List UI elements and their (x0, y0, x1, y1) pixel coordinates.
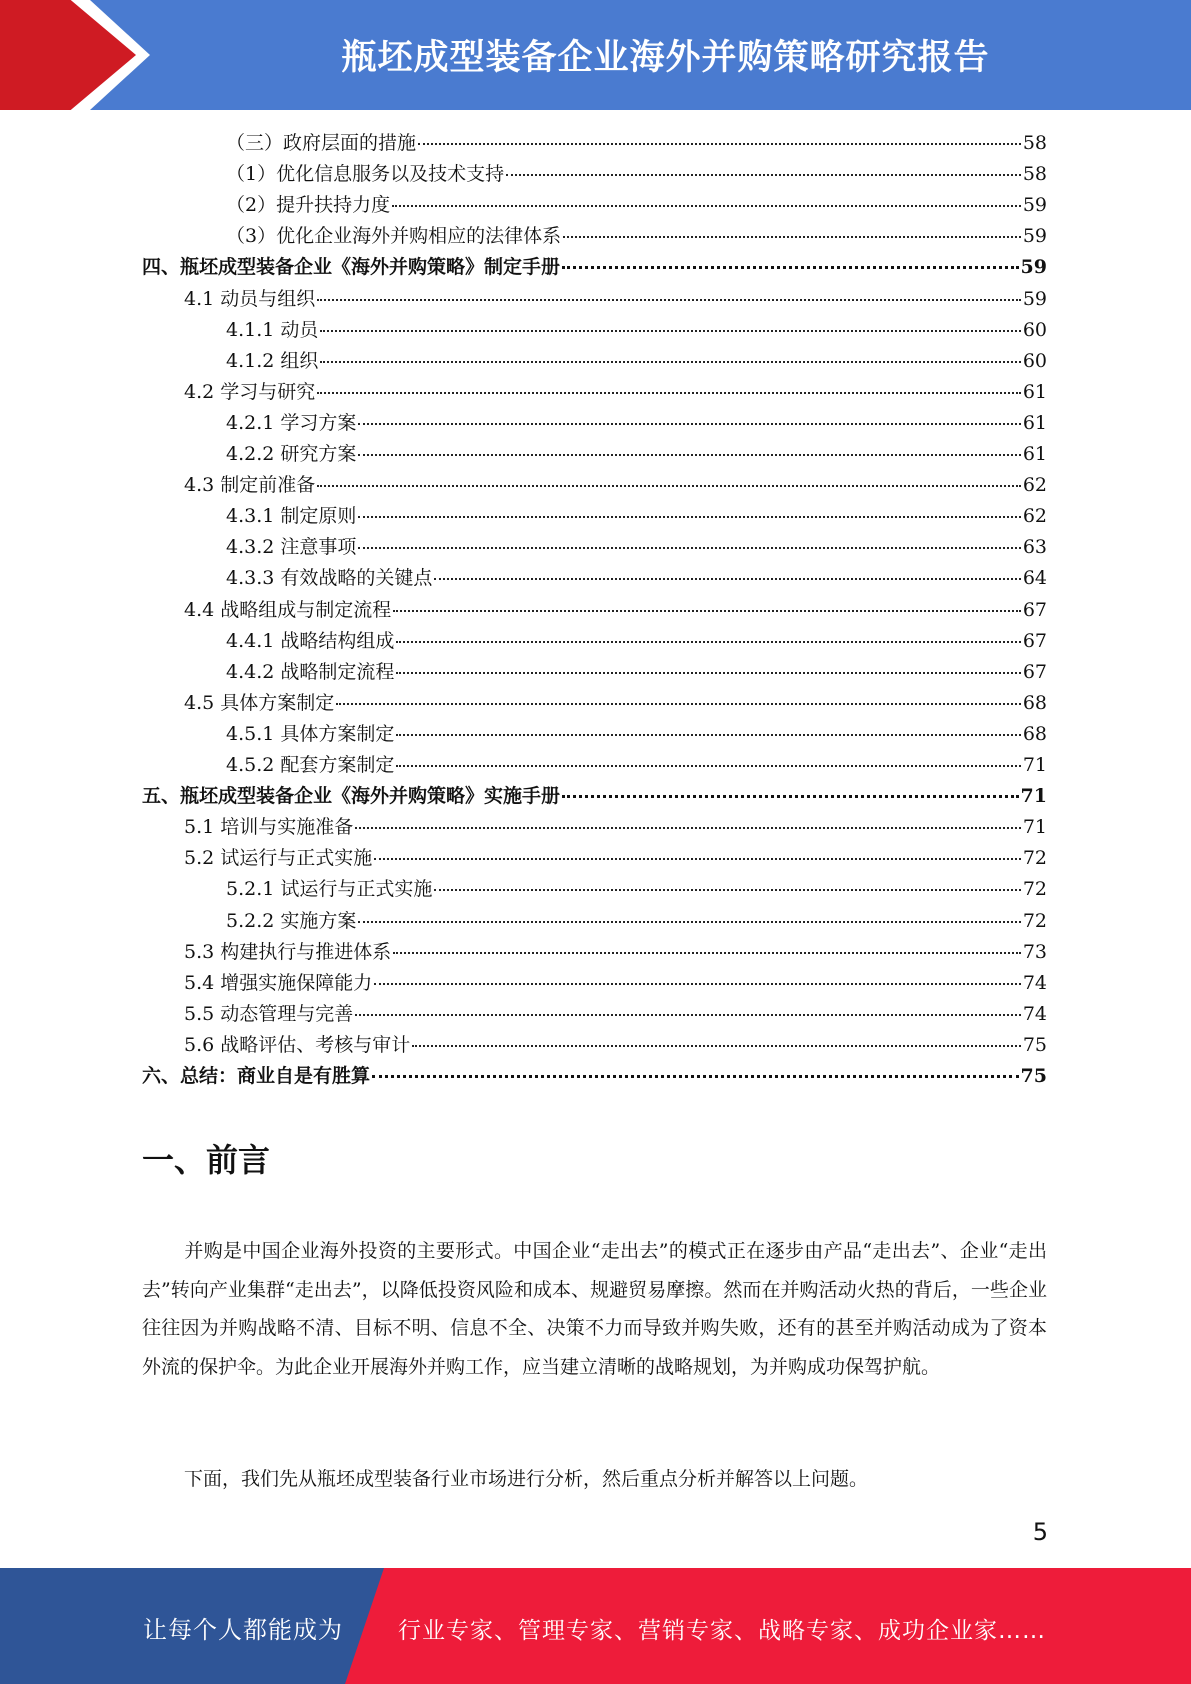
toc-entry-page: 67 (1022, 660, 1047, 683)
toc-entry-label: 5.3 构建执行与推进体系 (184, 940, 392, 963)
toc-entry[interactable] (226, 874, 1047, 904)
toc-entry-label: 4.5 具体方案制定 (184, 691, 335, 714)
toc-entry-page: 58 (1022, 163, 1047, 186)
toc-dot-leader (434, 888, 1020, 891)
toc-entry-label: 5.2 试运行与正式实施 (184, 847, 373, 870)
toc-entry[interactable] (226, 159, 1047, 189)
toc-entry-page: 58 (1022, 132, 1047, 154)
toc-dot-leader (336, 702, 1021, 705)
toc-entry[interactable] (226, 221, 1047, 251)
toc-entry[interactable] (184, 937, 1047, 967)
toc-entry-page: 71 (1022, 754, 1047, 776)
toc-entry-label: 四、瓶坯成型装备企业《海外并购策略》制定手册 (142, 256, 561, 279)
toc-dot-leader (317, 298, 1021, 301)
toc-entry-page: 74 (1022, 971, 1047, 994)
toc-entry[interactable] (226, 657, 1047, 687)
toc-entry[interactable] (226, 190, 1047, 220)
toc-dot-leader (396, 640, 1020, 643)
toc-entry-page: 68 (1022, 722, 1047, 745)
toc-entry-label: 4.3.2 注意事项 (226, 536, 357, 559)
toc-entry-label: 4.3 制定前准备 (184, 474, 316, 497)
toc-dot-leader (562, 794, 1019, 798)
toc-entry-page: 73 (1022, 940, 1047, 963)
toc-entry-label: 5.6 战略评估、考核与审计 (184, 1033, 411, 1056)
toc-entry[interactable] (184, 470, 1047, 500)
body-paragraph: 下面，我们先从瓶坯成型装备行业市场进行分析，然后重点分析并解答以上问题。 (184, 1468, 869, 1490)
toc-entry-label: 4.2.1 学习方案 (226, 411, 357, 434)
toc-entry-page: 68 (1022, 691, 1047, 714)
toc-dot-leader (562, 265, 1019, 269)
toc-dot-leader (320, 329, 1020, 332)
toc-entry-label: 4.5.1 具体方案制定 (226, 722, 395, 745)
toc-entry[interactable] (226, 750, 1047, 780)
toc-entry[interactable] (184, 377, 1047, 407)
toc-entry[interactable] (184, 999, 1047, 1029)
body-paragraph: 并购是中国企业海外投资的主要形式。中国企业“走出去”的模式正在逐步由产品“走出去”、企业“走出去”转向产业集群“走出去”，以降低投资风险和成本、规避贸易摩擦。然而在并购活动火热的背后，一些企业往往因为并购战略不清、目标不明、信息不全、决策不力而导致并购失败，还有的甚至并购活动成为了资本外流的保护伞。为此企业开展海外并购工作，应当建立清晰的战略规划，为并购成功保驾护航。 (142, 1240, 1047, 1378)
toc-dot-leader (563, 235, 1021, 238)
toc-entry-page: 59 (1022, 287, 1047, 310)
toc-entry[interactable] (184, 843, 1047, 873)
toc-dot-leader (412, 1044, 1021, 1047)
toc-entry[interactable] (226, 626, 1047, 656)
toc-dot-leader (358, 515, 1020, 518)
toc-entry-page: 59 (1022, 225, 1047, 248)
report-title: 瓶坯成型装备企业海外并购策略研究报告 (341, 38, 990, 78)
toc-dot-leader (434, 577, 1020, 580)
toc-entry-page: 72 (1022, 878, 1047, 901)
toc-entry-label: 5.2.1 试运行与正式实施 (226, 878, 433, 901)
footer-slogan-right: 行业专家、管理专家、营销专家、战略专家、成功企业家…… (398, 1618, 1046, 1644)
toc-entry[interactable] (226, 501, 1047, 531)
toc-entry-label: （1）优化信息服务以及技术支持 (226, 163, 505, 186)
toc-entry[interactable] (184, 284, 1047, 314)
toc-entry-page: 67 (1022, 629, 1047, 652)
toc-entry-page: 75 (1020, 1065, 1047, 1087)
toc-entry[interactable] (226, 315, 1047, 345)
toc-entry-page: 62 (1022, 505, 1047, 528)
toc-entry-label: 4.2.2 研究方案 (226, 443, 357, 465)
toc-entry-page: 59 (1020, 256, 1047, 279)
toc-entry[interactable] (226, 719, 1047, 749)
toc-entry-page: 72 (1022, 847, 1047, 870)
toc-entry-label: 4.3.3 有效战略的关键点 (226, 567, 433, 590)
toc-entry-page: 72 (1022, 909, 1047, 932)
toc-entry[interactable] (226, 563, 1047, 593)
section-heading: 一、前言 (142, 1141, 271, 1179)
toc-entry-label: 5.2.2 实施方案 (226, 909, 357, 932)
toc-entry[interactable] (226, 346, 1047, 376)
toc-entry-page: 74 (1022, 1002, 1047, 1025)
toc-entry[interactable] (142, 1061, 1047, 1091)
toc-entry-label: 4.4.1 战略结构组成 (226, 629, 395, 652)
toc-entry-label: 5.4 增强实施保障能力 (184, 971, 373, 994)
toc-dot-leader (355, 826, 1021, 829)
toc-dot-leader (317, 484, 1021, 487)
toc-entry[interactable] (184, 812, 1047, 842)
toc-dot-leader (506, 173, 1021, 176)
toc-entry-label: 4.1.2 组织 (226, 349, 319, 372)
toc-entry-page: 63 (1022, 536, 1047, 559)
toc-entry-label: （3）优化企业海外并购相应的法律体系 (226, 225, 562, 248)
toc-entry-page: 60 (1022, 349, 1047, 372)
page-footer (0, 1568, 1191, 1684)
toc-dot-leader (358, 546, 1020, 549)
toc-entry-label: （三）政府层面的措施 (226, 132, 417, 154)
toc-entry-label: 4.4 战略组成与制定流程 (184, 598, 392, 621)
toc-entry[interactable] (226, 439, 1047, 469)
toc-entry[interactable] (226, 906, 1047, 936)
toc-dot-leader (393, 609, 1021, 612)
toc-entry-label: 4.3.1 制定原则 (226, 505, 357, 528)
toc-entry[interactable] (142, 252, 1047, 282)
page-number: 5 (1032, 1518, 1048, 1546)
toc-dot-leader (396, 733, 1020, 736)
toc-dot-leader (396, 764, 1020, 767)
toc-dot-leader (355, 1013, 1021, 1016)
toc-dot-leader (320, 360, 1020, 363)
toc-entry[interactable] (184, 968, 1047, 998)
toc-entry-label: 4.5.2 配套方案制定 (226, 754, 395, 776)
toc-entry-label: 4.2 学习与研究 (184, 380, 316, 403)
toc-entry-label: 4.1.1 动员 (226, 318, 319, 341)
toc-dot-leader (317, 391, 1021, 394)
toc-entry-page: 67 (1022, 598, 1047, 621)
toc-entry-page: 60 (1022, 318, 1047, 341)
toc-entry[interactable] (226, 532, 1047, 562)
toc-entry-page: 61 (1022, 443, 1047, 465)
toc-entry-label: （2）提升扶持力度 (226, 194, 391, 217)
toc-dot-leader (393, 951, 1021, 954)
toc-entry[interactable] (184, 595, 1047, 625)
toc-entry-label: 4.4.2 战略制定流程 (226, 660, 395, 683)
toc-entry[interactable] (226, 408, 1047, 438)
toc-dot-leader (418, 142, 1021, 145)
toc-dot-leader (392, 204, 1021, 207)
toc-entry-page: 71 (1020, 785, 1047, 808)
toc-dot-leader (358, 920, 1020, 923)
toc-entry-page: 64 (1022, 567, 1047, 590)
toc-entry[interactable] (226, 128, 1047, 158)
toc-entry[interactable] (142, 781, 1047, 811)
toc-dot-leader (374, 857, 1021, 860)
toc-dot-leader (358, 453, 1020, 456)
toc-entry-page: 59 (1022, 194, 1047, 217)
footer-slogan-left: 让每个人都能成为 (143, 1616, 343, 1644)
toc-entry-label: 5.1 培训与实施准备 (184, 816, 354, 839)
header-red-chevron (0, 0, 136, 110)
toc-entry-label: 六、总结：商业自是有胜算 (142, 1065, 371, 1087)
toc-entry-label: 4.1 动员与组织 (184, 287, 316, 310)
toc-entry-page: 75 (1022, 1033, 1047, 1056)
toc-dot-leader (396, 671, 1020, 674)
toc-dot-leader (374, 982, 1021, 985)
page-header (0, 0, 1191, 110)
toc-entry-page: 71 (1022, 816, 1047, 839)
toc-entry[interactable] (184, 688, 1047, 718)
toc-entry-label: 5.5 动态管理与完善 (184, 1002, 354, 1025)
toc-entry-page: 61 (1022, 380, 1047, 403)
toc-entry-page: 61 (1022, 411, 1047, 434)
toc-entry[interactable] (184, 1030, 1047, 1060)
toc-dot-leader (372, 1074, 1019, 1078)
toc-entry-page: 62 (1022, 474, 1047, 497)
toc-entry-label: 五、瓶坯成型装备企业《海外并购策略》实施手册 (142, 785, 561, 808)
toc-dot-leader (358, 422, 1020, 425)
